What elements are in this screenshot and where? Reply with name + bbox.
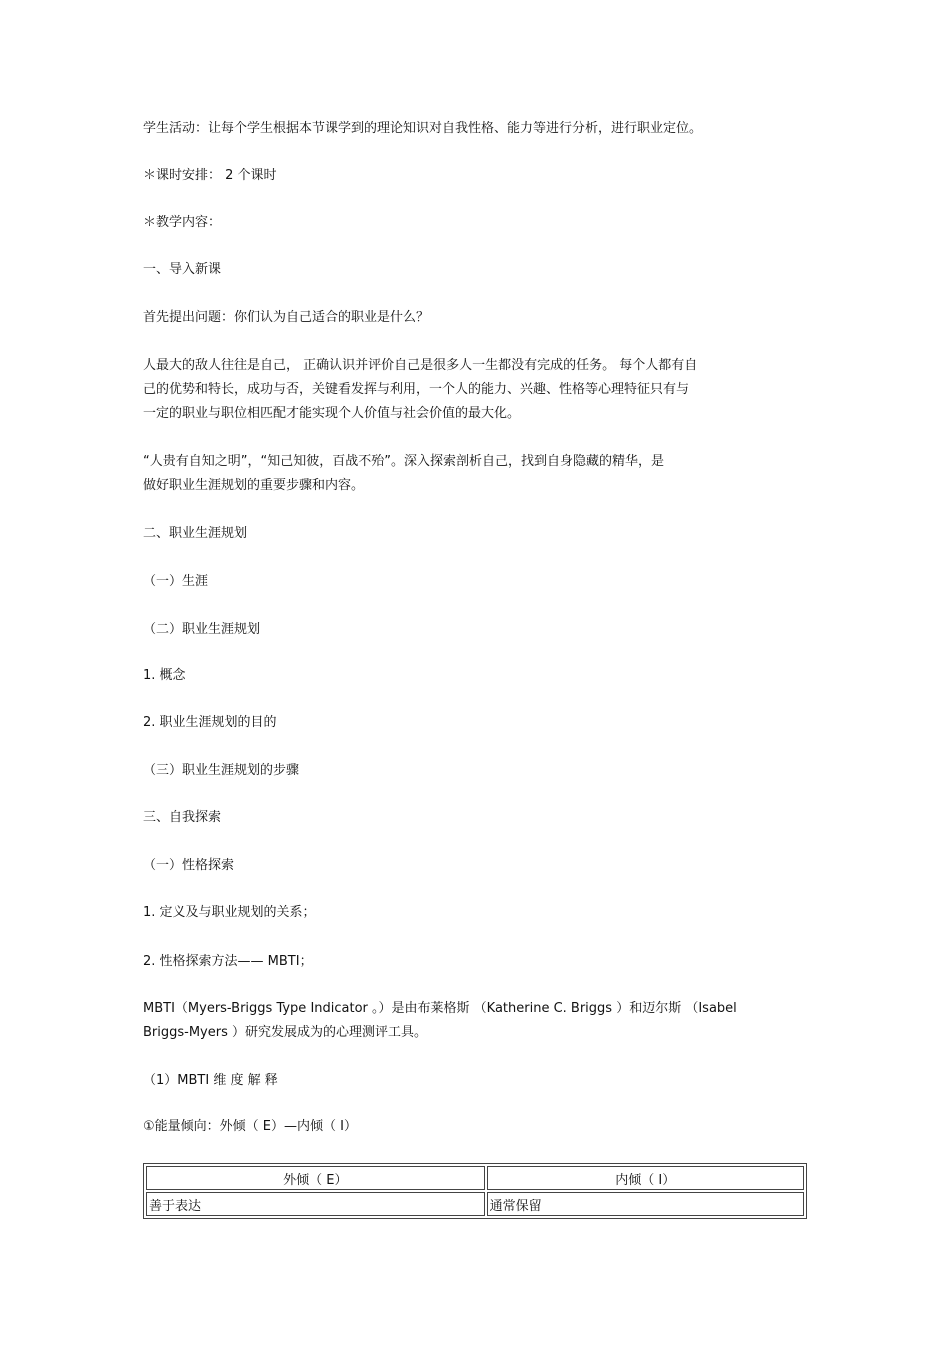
- student-activity-line: 学生活动：让每个学生根据本节课学到的理论知识对自我性格、能力等进行分析，进行职业定位。: [143, 121, 703, 136]
- paragraph-line: MBTI（Myers-Briggs Type Indicator 。）是由布莱格斯 （Katherine C. Briggs ）和迈尔斯 （Isabel: [143, 1001, 737, 1016]
- question-line: 首先提出问题：你们认为自己适合的职业是什么？: [143, 310, 430, 325]
- paragraph-self-knowledge: [143, 450, 803, 498]
- mbti-table: [143, 1163, 807, 1219]
- mbti-dimension-heading: （1）MBTI 维 度 解 释: [143, 1073, 278, 1088]
- item-definition: 1. 定义及与职业规划的关系；: [143, 905, 316, 920]
- paragraph-line: 人最大的敌人往往是自己， 正确认识并评价自己是很多人一生都没有完成的任务。 每个人都有自: [143, 358, 698, 373]
- table-cell: 通常保留: [487, 1192, 804, 1216]
- paragraph-line: 己的优势和特长，成功与否，关键看发挥与利用，一个人的能力、兴趣、性格等心理特征只有与: [143, 382, 690, 397]
- paragraph-line: 一定的职业与职位相匹配才能实现个人价值与社会价值的最大化。: [143, 406, 521, 421]
- paragraph-enemy: [143, 354, 803, 426]
- table-cell: 善于表达: [146, 1192, 485, 1216]
- paragraph-line: “人贵有自知之明”，“知己知彼，百战不殆”。深入探索剖析自己，找到自身隐藏的精华，是: [143, 454, 664, 469]
- item-purpose: 2. 职业生涯规划的目的: [143, 715, 277, 730]
- table-row: [146, 1192, 804, 1216]
- subsection-personality: （一）性格探索: [143, 858, 235, 873]
- paragraph-mbti: [143, 997, 803, 1045]
- section-career-heading: 二、职业生涯规划: [143, 526, 248, 541]
- subsection-steps: （三）职业生涯规划的步骤: [143, 763, 300, 778]
- teaching-content-heading: ＊教学内容：: [143, 215, 222, 230]
- header-extravert: 外倾（ E）: [146, 1166, 485, 1190]
- class-hours-line: ＊课时安排： 2 个课时: [143, 168, 277, 183]
- subsection-career: （一）生涯: [143, 574, 209, 589]
- energy-orientation-line: ①能量倾向：外倾（ E）—内倾（ I）: [143, 1119, 357, 1134]
- item-concept: 1. 概念: [143, 668, 186, 683]
- table-header-row: [146, 1166, 804, 1190]
- paragraph-line: 做好职业生涯规划的重要步骤和内容。: [143, 478, 365, 493]
- subsection-career-planning: （二）职业生涯规划: [143, 622, 261, 637]
- paragraph-line: Briggs-Myers ）研究发展成为的心理测评工具。: [143, 1025, 428, 1040]
- section-self-exploration-heading: 三、自我探索: [143, 810, 222, 825]
- item-mbti-method: 2. 性格探索方法—— MBTI；: [143, 954, 313, 969]
- section-intro-heading: 一、导入新课: [143, 262, 222, 277]
- header-introvert: 内倾（ I）: [487, 1166, 804, 1190]
